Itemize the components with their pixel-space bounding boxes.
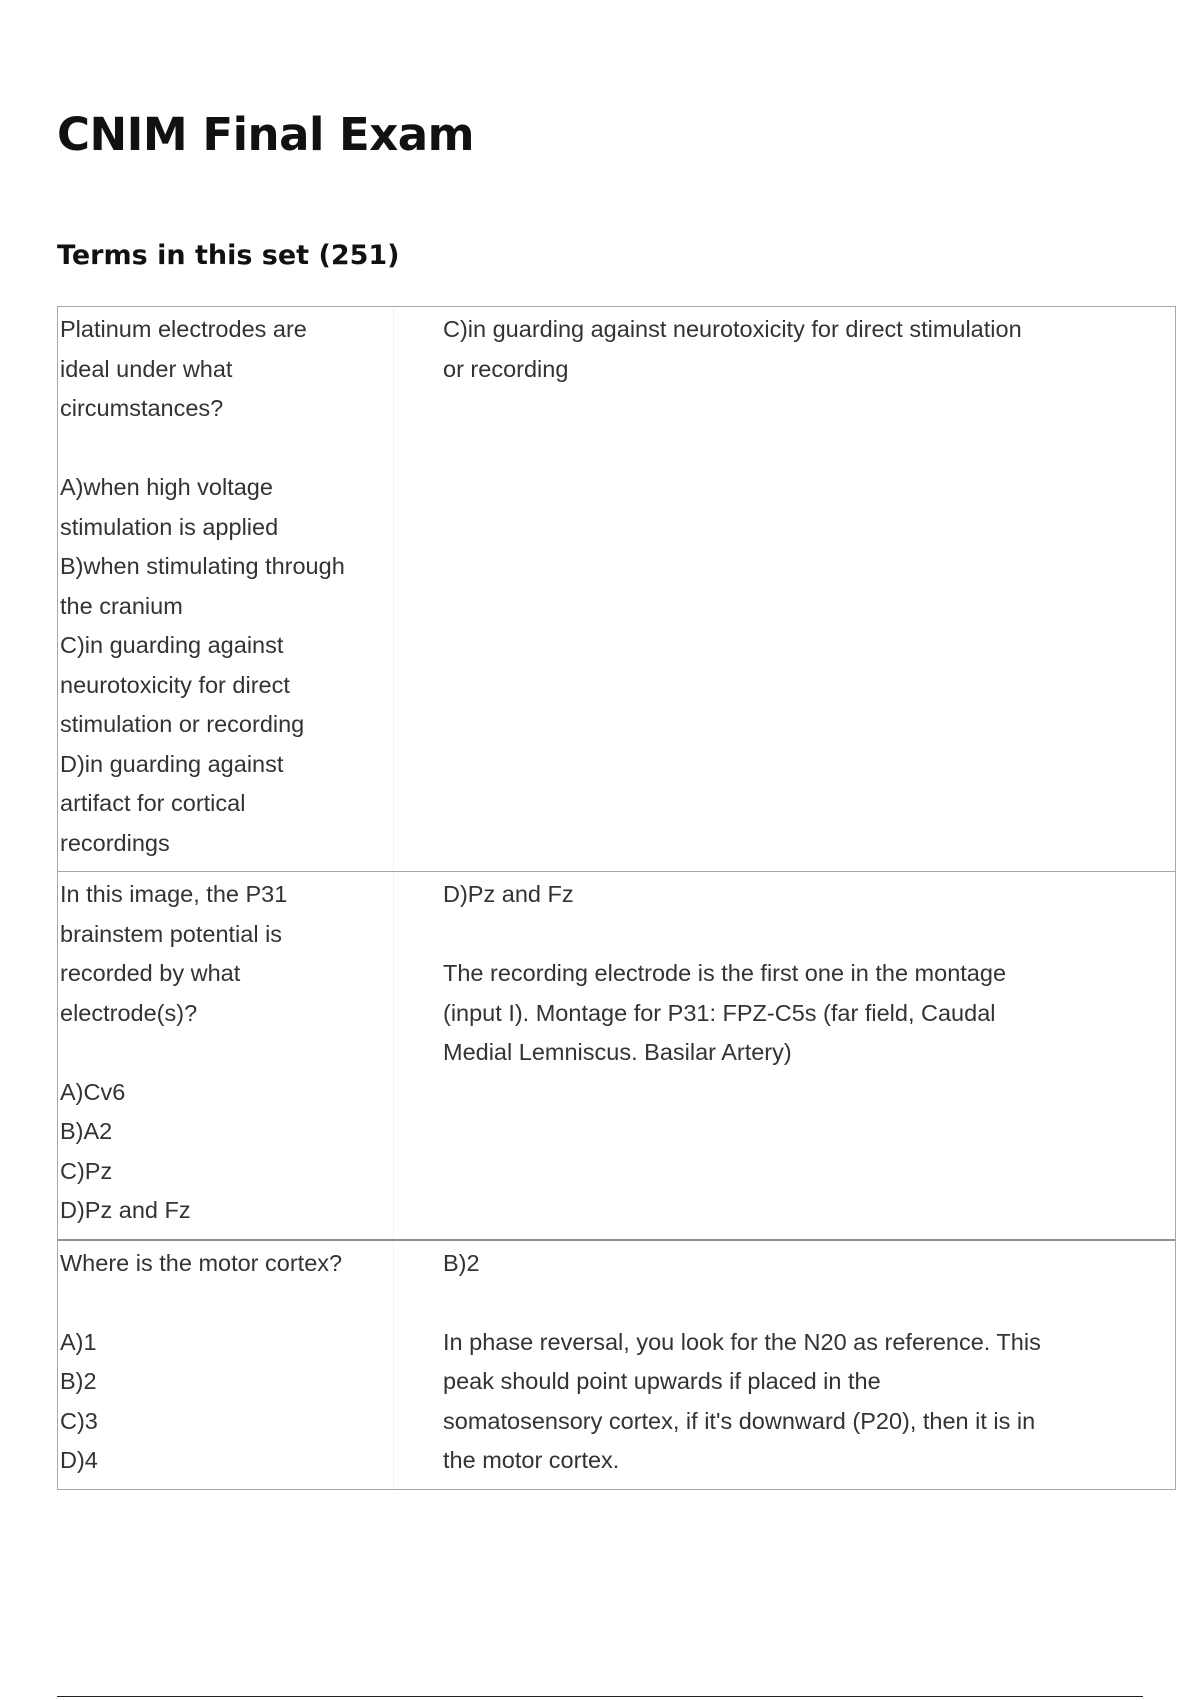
- term-card: [58, 1239, 1175, 1489]
- term-text: Where is the motor cortex? A)1 B)2 C)3 D)4: [58, 1241, 394, 1489]
- footer-divider: [57, 1696, 1143, 1697]
- term-text: Platinum electrodes are ideal under what circumstances? A)when high voltage stimulation is applied B)when stimulating through the cranium C)in guarding against neurotoxicity for direct stimulation or recording D)in guarding against artifact for cortical recordings: [58, 307, 394, 871]
- definition-text: C)in guarding against neurotoxicity for direct stimulation or recording: [443, 316, 1022, 382]
- definition-text: D)Pz and Fz The recording electrode is the first one in the montage (input I). Montage for P31: FPZ-C5s (far field, Caudal Medial Lemniscus. Basilar Artery): [443, 881, 1007, 1065]
- terms-count-heading: Terms in this set (251): [57, 240, 400, 271]
- definition-text: B)2 In phase reversal, you look for the N20 as reference. This peak should point upwards if placed in the somatosensory cortex, if it's downward (P20), then it is in the motor cortex.: [443, 1249, 1041, 1473]
- term-text: In this image, the P31 brainstem potential is recorded by what electrode(s)? A)Cv6 B)A2 C)Pz D)Pz and Fz: [58, 872, 394, 1239]
- term-card: [58, 307, 1175, 871]
- term-card: [58, 871, 1175, 1239]
- terms-table: [57, 306, 1176, 1490]
- page-title: CNIM Final Exam: [57, 108, 475, 161]
